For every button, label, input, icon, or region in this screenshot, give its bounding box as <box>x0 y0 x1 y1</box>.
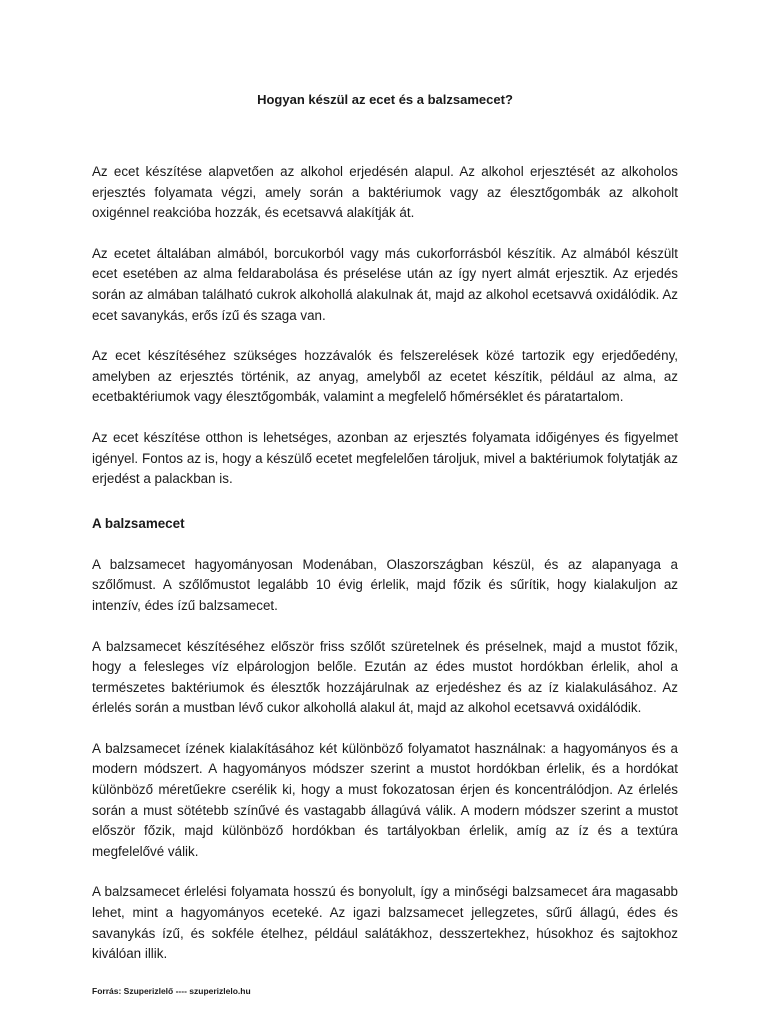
document-page <box>92 92 678 997</box>
intro-paragraph-1: Az ecet készítése alapvetően az alkohol erjedésén alapul. Az alkohol erjesztését az alkoholos erjesztés folyamata végzi, amely során a baktériumok vagy az élesztőgombák az alkoholt oxigénnel reakcióba hozzák, és ecetsavvá alakítják át. <box>92 164 678 221</box>
source-note: Forrás: Szuperizlelő ---- szuperizlelo.hu <box>92 985 251 996</box>
document-title: Hogyan készül az ecet és a balzsamecet? <box>257 92 513 107</box>
intro-paragraph-2: Az ecetet általában almából, borcukorból vagy más cukorforrásból készítik. Az almából készült ecet esetében az alma feldarabolása és préselése után az így nyert almát erjesztik. Az erjedés során az almában található cukrok alkohollá alakulnak át, majd az alkohol ecetsavvá oxidálódik. Az ecet savanykás, erős ízű és szaga van. <box>92 245 678 323</box>
intro-paragraph-3: Az ecet készítéséhez szükséges hozzávalók és felszerelések közé tartozik egy erjedőedény, amelyben az erjesztés történik, az anyag, amelyből az ecetet készítik, például az alma, az ecetbaktériumok vagy élesztőgombák, valamint a megfelelő hőmérséklet és páratartalom. <box>92 348 678 405</box>
section-paragraph-2: A balzsamecet készítéséhez először friss szőlőt szüretelnek és préselnek, majd a mustot főzik, hogy a felesleges víz elpárologjon belőle. Ezután az édes mustot hordókban érlelik, ahol a természetes baktériumok és élesztők hozzájárulnak az erjedéshez és az íz kialakulásához. Az érlelés során a mustban lévő cukor alkohollá alakul át, majd az alkohol ecetsavvá oxidálódik. <box>92 638 678 716</box>
intro-paragraph-4: Az ecet készítése otthon is lehetséges, azonban az erjesztés folyamata időigényes és figyelmet igényel. Fontos az is, hogy a készülő ecetet megfelelően tároljuk, mivel a baktériumok folytatják az erjedést a palackban is. <box>92 429 678 487</box>
section-paragraph-1: A balzsamecet hagyományosan Modenában, Olaszországban készül, és az alapanyaga a szőlőmust. A szőlőmustot legalább 10 évig érlelik, majd főzik és sűrítik, hogy kialakuljon az intenzív, édes ízű balzsamecet. <box>92 556 678 613</box>
section-paragraph-4: A balzsamecet érlelési folyamata hosszú és bonyolult, így a minőségi balzsamecet ára magasabb lehet, mint a hagyományos eceteké. Az igazi balzsamecet jellegzetes, sűrű állagú, édes és savanykás ízű, és sokféle ételhez, például salátákhoz, desszertekhez, húsokhoz és sajtokhoz kiválóan illik. <box>92 884 678 962</box>
section-heading-balzsamecet: A balzsamecet <box>92 515 185 531</box>
section-paragraph-3: A balzsamecet ízének kialakításához két különböző folyamatot használnak: a hagyományos és a modern módszert. A hagyományos módszer szerint a mustot hordókban érlelik, és a hordókat különböző méretűekre cserélik ki, hogy a must fokozatosan érjen és koncentrálódjon. Az érlelés során a must sötétebb színűvé és vastagabb állagúvá válik. A modern módszer szerint a mustot először főzik, majd különböző hordókban és tartályokban érlelik, amíg az íz és a textúra megfelelővé válik. <box>92 740 678 859</box>
